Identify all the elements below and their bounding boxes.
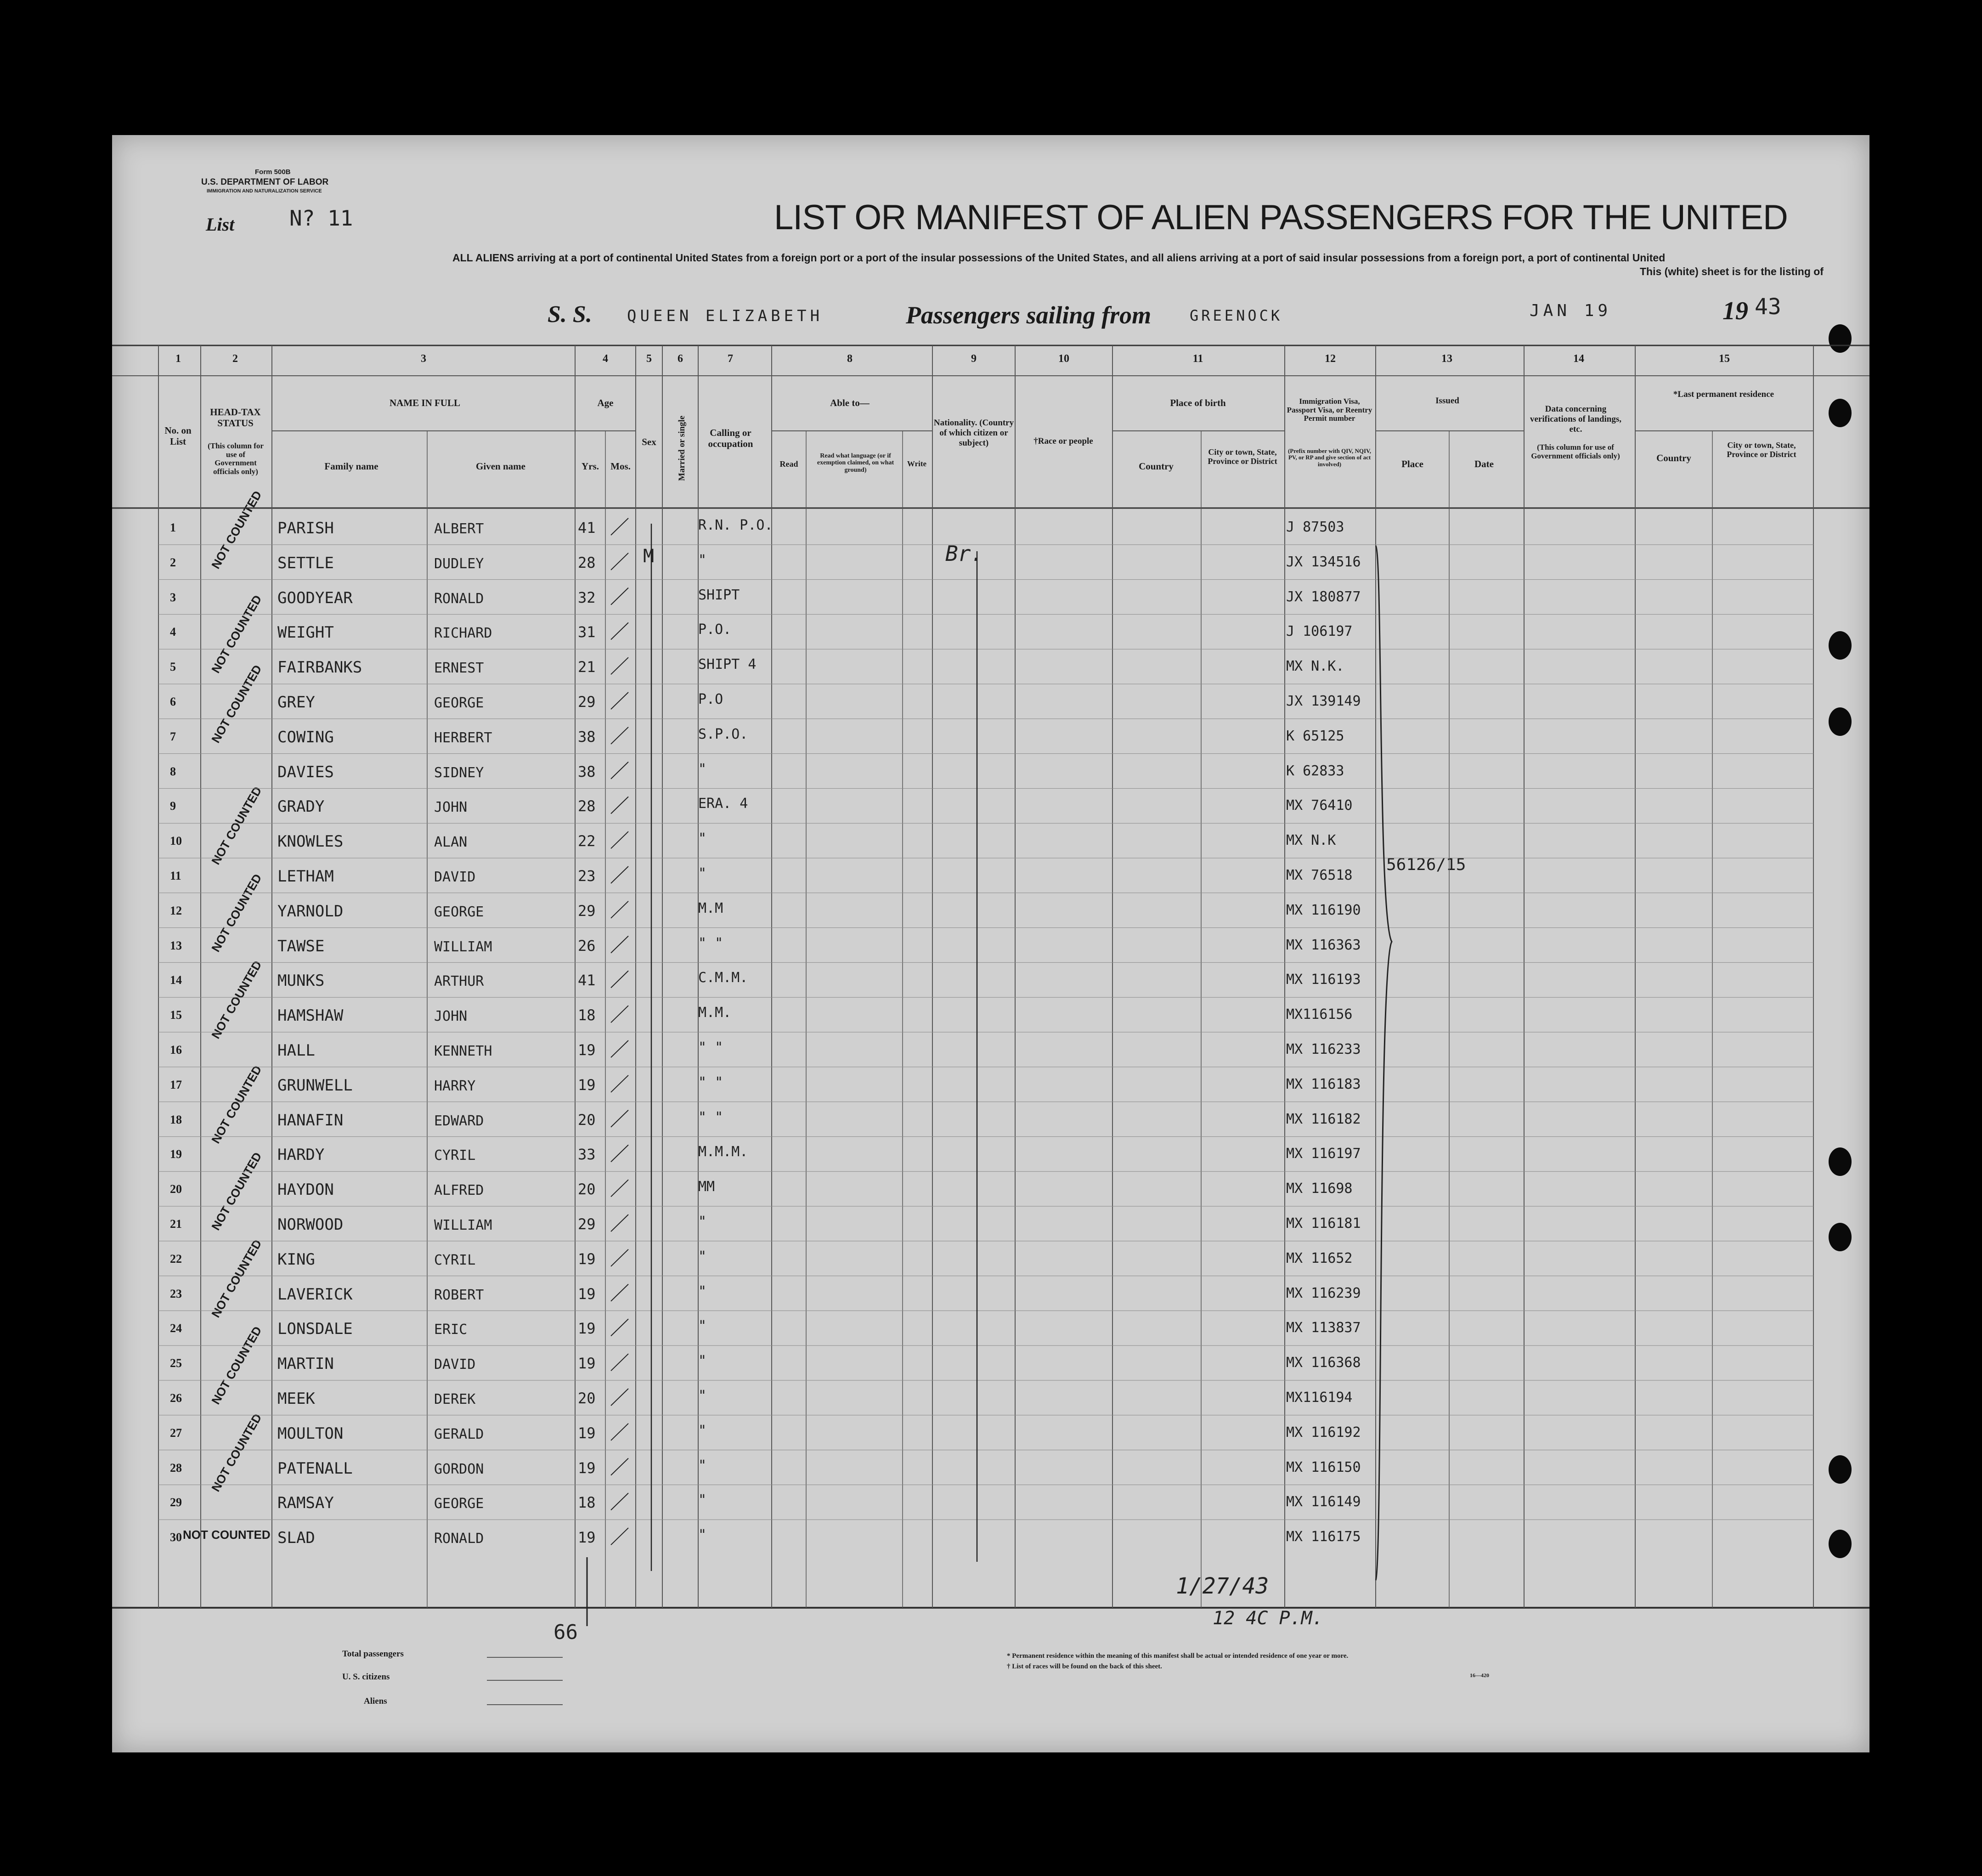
not-counted-stamp: NOT COUNTED (209, 662, 265, 746)
column-number: 12 (1325, 353, 1336, 365)
age-years: 29 (578, 1215, 596, 1233)
row-number: 8 (170, 764, 176, 778)
service-label: IMMIGRATION AND NATURALIZATION SERVICE (207, 188, 322, 194)
calling: " (698, 831, 707, 847)
column-number: 15 (1719, 353, 1730, 365)
rule-line (611, 588, 628, 605)
given-name: HERBERT (434, 729, 492, 746)
header-landing: Data concerning verifications of landings, etc. (1530, 404, 1621, 434)
header-able-to: Able to— (830, 397, 870, 408)
age-years: 20 (578, 1390, 596, 1407)
given-name: RONALD (434, 590, 484, 607)
visa-number: J 106197 (1286, 623, 1353, 640)
age-years: 29 (578, 902, 596, 920)
age-years: 19 (578, 1529, 596, 1547)
given-name: SIDNEY (434, 764, 484, 781)
age-years: 38 (578, 728, 596, 746)
header-write: Write (907, 459, 927, 468)
total-tally: 66 (553, 1621, 578, 1644)
column-number: 6 (678, 353, 683, 365)
row-number: 26 (170, 1391, 182, 1405)
given-name: ALFRED (434, 1182, 484, 1199)
given-name: ARTHUR (434, 973, 484, 990)
header-yrs: Yrs. (582, 461, 599, 472)
column-number: 11 (1192, 353, 1203, 365)
given-name: ERNEST (434, 660, 484, 677)
column-number: 10 (1058, 353, 1069, 365)
header-issued-date: Date (1474, 458, 1494, 469)
rule-line (611, 518, 628, 535)
row-number: 10 (170, 834, 182, 848)
family-name: MOULTON (277, 1424, 344, 1443)
age-years: 19 (578, 1355, 596, 1373)
visa-number: MX 116363 (1286, 937, 1361, 953)
family-name: PATENALL (277, 1459, 353, 1478)
not-counted-stamp: NOT COUNTED (209, 784, 265, 867)
ss-label: S. S. (548, 301, 592, 328)
rule-line (611, 1493, 628, 1510)
list-label: List (206, 214, 235, 235)
row-number: 27 (170, 1426, 182, 1440)
family-name: YARNOLD (277, 902, 344, 921)
family-name: GOODYEAR (277, 588, 353, 607)
calling: MM (698, 1179, 715, 1195)
rule-line (611, 553, 628, 570)
visa-number: MX 116239 (1286, 1285, 1361, 1301)
header-age: Age (597, 397, 614, 408)
given-name: GEORGE (434, 695, 484, 711)
calling: " (698, 1283, 707, 1300)
row-number: 4 (170, 625, 176, 639)
row-number: 18 (170, 1113, 182, 1126)
family-name: MUNKS (277, 972, 325, 990)
rule-line (611, 797, 628, 814)
brace-mark (1376, 546, 1392, 1580)
rule-line (611, 866, 628, 883)
calling: " (698, 1388, 707, 1404)
departure-port: GREENOCK (1190, 307, 1283, 324)
family-name: TAWSE (277, 937, 325, 955)
visa-number: MX 116175 (1286, 1529, 1361, 1545)
rule-line (611, 1528, 628, 1545)
rule-line (611, 1424, 628, 1441)
row-number: 23 (170, 1287, 182, 1300)
manifest-subtitle-2: This (white) sheet is for the listing of (1640, 266, 1824, 277)
family-name: KING (277, 1250, 315, 1269)
row-number: 19 (170, 1147, 182, 1161)
rule-line (611, 936, 628, 953)
column-number: 5 (646, 353, 652, 365)
column-number: 9 (971, 353, 977, 365)
sex-entry: M (643, 546, 655, 567)
given-name: KENNETH (434, 1043, 492, 1059)
calling: M.M.M. (698, 1144, 748, 1160)
not-counted-stamp: NOT COUNTED (209, 1411, 265, 1494)
age-years: 19 (578, 1285, 596, 1303)
year-suffix: 43 (1755, 294, 1781, 320)
row-number: 3 (170, 590, 176, 604)
form-number: Form 500B (255, 168, 291, 176)
given-name: DUDLEY (434, 555, 484, 572)
departure-date: JAN 19 (1530, 301, 1612, 320)
row-number: 2 (170, 555, 176, 569)
row-number: 1 (170, 521, 176, 534)
row-number: 11 (170, 869, 181, 882)
given-name: GEORGE (434, 1496, 484, 1512)
header-residence-country: Country (1656, 452, 1691, 463)
visa-number: MX 76518 (1286, 867, 1353, 883)
visa-number: K 65125 (1286, 728, 1344, 744)
not-counted-stamp: NOT COUNTED (209, 1062, 265, 1146)
family-name: HARDY (277, 1146, 325, 1164)
rule-line (611, 1180, 628, 1197)
calling: M.M. (698, 1005, 732, 1021)
calling: SHIPT (698, 587, 740, 603)
rule-line (611, 1284, 628, 1301)
row-number: 20 (170, 1182, 182, 1196)
rule-line (611, 971, 628, 988)
column-number: 13 (1441, 353, 1452, 365)
given-name: HARRY (434, 1078, 476, 1094)
row-number: 12 (170, 904, 182, 917)
visa-number: MX 116190 (1286, 902, 1361, 918)
footnote-residence: * Permanent residence within the meaning of this manifest shall be actual or intended residence of one year or more. (1007, 1652, 1349, 1660)
age-years: 41 (578, 519, 596, 537)
manifest-title: LIST OR MANIFEST OF ALIEN PASSENGERS FOR THE UNITED (774, 198, 1788, 237)
issued-note: 56126/15 (1386, 855, 1466, 874)
given-name: EDWARD (434, 1113, 484, 1129)
rule-line (611, 1040, 628, 1057)
column-number: 2 (232, 353, 238, 365)
visa-number: MX 116368 (1286, 1355, 1361, 1371)
visa-number: JX 139149 (1286, 693, 1361, 709)
not-counted-stamp: NOT COUNTED (209, 593, 265, 676)
age-years: 28 (578, 554, 596, 571)
given-name: ERIC (434, 1322, 468, 1338)
rule-line (611, 622, 628, 639)
visa-number: MX 11698 (1286, 1181, 1353, 1197)
row-number: 6 (170, 695, 176, 708)
header-birth-country: Country (1139, 461, 1174, 472)
column-number: 3 (421, 353, 426, 365)
visa-number: MX 116150 (1286, 1459, 1361, 1475)
rule-line (611, 727, 628, 744)
visa-number: MX 116197 (1286, 1146, 1361, 1162)
visa-number: JX 134516 (1286, 554, 1361, 570)
not-counted-stamp: NOT COUNTED (209, 871, 265, 955)
family-name: GRUNWELL (277, 1076, 353, 1095)
age-years: 18 (578, 1494, 596, 1512)
given-name: JOHN (434, 799, 468, 816)
header-residence-city: City or town, State, Province or District (1727, 441, 1796, 459)
family-name: WEIGHT (277, 623, 334, 642)
calling: " (698, 1527, 707, 1543)
header-birth-city: City or town, State, Province or District (1208, 447, 1277, 466)
given-name: GEORGE (434, 904, 484, 920)
age-years: 19 (578, 1459, 596, 1477)
header-name-in-full: NAME IN FULL (389, 397, 460, 408)
calling: M.M (698, 900, 723, 916)
given-name: ROBERT (434, 1287, 484, 1303)
calling: " " (698, 935, 723, 951)
row-number: 7 (170, 729, 176, 743)
family-name: KNOWLES (277, 832, 344, 851)
calling: P.O (698, 691, 723, 707)
header-visa: Immigration Visa, Passport Visa, or Reentry Permit number (1287, 397, 1372, 423)
not-counted-stamp: NOT COUNTED (209, 488, 265, 571)
header-given-name: Given name (476, 461, 525, 472)
row-number: 15 (170, 1008, 182, 1022)
family-name: LAVERICK (277, 1285, 353, 1304)
header-place-of-birth: Place of birth (1170, 397, 1226, 408)
rule-line (611, 1389, 628, 1406)
calling: ERA. 4 (698, 796, 748, 812)
row-number: 9 (170, 799, 176, 813)
calling: " (698, 1492, 707, 1509)
visa-number: MX N.K (1286, 832, 1336, 849)
row-number: 21 (170, 1217, 182, 1231)
visa-number: K 62833 (1286, 763, 1344, 779)
calling: " " (698, 1040, 723, 1056)
family-name: HANAFIN (277, 1111, 344, 1130)
row-number: 14 (170, 973, 182, 987)
visa-number: MX 116192 (1286, 1424, 1361, 1441)
visa-number: MX 116182 (1286, 1111, 1361, 1127)
header-issued-place: Place (1401, 458, 1423, 469)
header-read-language: Read what language (or if exemption claimed, on what ground) (817, 452, 894, 474)
header-head-tax: HEAD-TAX STATUS (210, 407, 261, 429)
age-years: 31 (578, 623, 596, 641)
family-name: HAYDON (277, 1181, 334, 1199)
visa-number: MX 11652 (1286, 1250, 1353, 1266)
age-years: 26 (578, 937, 596, 955)
header-head-tax-note: (This column for use of Government officials only) (208, 441, 264, 476)
visa-number: MX N.K. (1286, 658, 1344, 675)
age-years: 23 (578, 867, 596, 885)
rule-line (611, 831, 628, 848)
given-name: RICHARD (434, 625, 492, 642)
department-label: U.S. DEPARTMENT OF LABOR (201, 177, 329, 187)
calling: P.O. (698, 622, 732, 638)
age-years: 41 (578, 972, 596, 989)
family-name: FAIRBANKS (277, 658, 362, 677)
not-counted-stamp: NOT COUNTED (209, 1237, 265, 1320)
rule-line (611, 1110, 628, 1127)
given-name: CYRIL (434, 1147, 476, 1164)
rule-line (611, 1075, 628, 1092)
header-read: Read (779, 459, 798, 469)
visa-number: JX 180877 (1286, 588, 1361, 605)
row-number: 5 (170, 660, 176, 674)
family-name: GRADY (277, 797, 325, 816)
rule-line (611, 901, 628, 918)
age-years: 19 (578, 1041, 596, 1059)
time-note: 12 4C P.M. (1213, 1608, 1323, 1629)
given-name: RONALD (434, 1531, 484, 1547)
row-number: 17 (170, 1078, 182, 1091)
rule-line (611, 1145, 628, 1162)
visa-number: MX116156 (1286, 1006, 1353, 1023)
age-years: 33 (578, 1146, 596, 1164)
nationality-entry: Br. (945, 541, 984, 566)
manifest-subtitle-1: ALL ALIENS arriving at a port of continental United States from a foreign port or a port of the insular possessions of the United States, and all aliens arriving at a port of said insular possessions from a foreign port, a port of continental United (452, 252, 1666, 264)
family-name: SETTLE (277, 554, 334, 572)
not-counted-stamp: NOT COUNTED (209, 958, 265, 1041)
rule-line (611, 1354, 628, 1371)
header-last-residence: *Last permanent residence (1673, 390, 1774, 399)
given-name: ALBERT (434, 521, 484, 537)
not-counted-stamp: NOT COUNTED (183, 1528, 271, 1542)
age-years: 20 (578, 1181, 596, 1198)
family-name: RAMSAY (277, 1494, 334, 1513)
header-family-name: Family name (324, 461, 378, 472)
visa-number: MX116194 (1286, 1390, 1353, 1406)
calling: " (698, 1214, 707, 1230)
column-number: 14 (1573, 353, 1584, 365)
row-number: 24 (170, 1322, 182, 1335)
age-years: 29 (578, 693, 596, 711)
column-number: 7 (728, 353, 733, 365)
calling: " (698, 1353, 707, 1369)
family-name: MARTIN (277, 1355, 334, 1373)
age-years: 20 (578, 1111, 596, 1129)
age-years: 32 (578, 588, 596, 606)
calling: C.M.M. (698, 970, 748, 986)
visa-number: MX 76410 (1286, 797, 1353, 814)
age-years: 19 (578, 1076, 596, 1094)
family-name: HALL (277, 1041, 315, 1060)
age-years: 18 (578, 1006, 596, 1024)
list-number: N? 11 (289, 206, 353, 231)
visa-number: MX 116183 (1286, 1076, 1361, 1092)
rule-line (611, 1215, 628, 1232)
row-number: 29 (170, 1496, 182, 1509)
age-years: 38 (578, 763, 596, 780)
header-calling: Calling or occupation (708, 427, 753, 450)
visa-number: J 87503 (1286, 519, 1344, 535)
family-name: COWING (277, 728, 334, 746)
calling: " " (698, 1109, 723, 1125)
rule-line (611, 1249, 628, 1266)
visa-number: MX 116233 (1286, 1041, 1361, 1057)
year-prefix: 19 (1722, 297, 1748, 325)
visa-number: MX 116149 (1286, 1494, 1361, 1510)
footnote-races: † List of races will be found on the back of this sheet. (1007, 1663, 1162, 1670)
header-married: Married or single (677, 415, 687, 481)
ship-name: QUEEN ELIZABETH (627, 307, 824, 325)
header-mos: Mos. (610, 461, 631, 472)
family-name: HAMSHAW (277, 1006, 344, 1025)
calling: " (698, 865, 707, 881)
rule-line (611, 692, 628, 709)
family-name: PARISH (277, 519, 334, 537)
row-number: 16 (170, 1043, 182, 1057)
given-name: DAVID (434, 869, 476, 885)
family-name: LETHAM (277, 867, 334, 886)
rule-line (611, 1458, 628, 1475)
header-race: †Race or people (1033, 436, 1093, 446)
given-name: CYRIL (434, 1252, 476, 1268)
calling: " (698, 1422, 707, 1439)
header-no-on-list: No. on List (164, 425, 192, 447)
rule-line (611, 762, 628, 779)
sailing-from-label: Passengers sailing from (906, 301, 1152, 329)
column-number: 8 (847, 353, 853, 365)
given-name: WILLIAM (434, 938, 492, 955)
calling: R.N. P.O. (698, 517, 773, 533)
given-name: DEREK (434, 1391, 476, 1407)
age-years: 19 (578, 1320, 596, 1338)
column-number: 4 (603, 353, 608, 365)
calling: " (698, 1248, 707, 1265)
calling: " (698, 552, 707, 568)
header-visa-note: (Prefix number with QIV, NQIV, PV, or RP and give section of act involved) (1287, 447, 1372, 468)
header-issued: Issued (1435, 396, 1459, 406)
print-code: 16—420 (1470, 1672, 1489, 1678)
not-counted-stamp: NOT COUNTED (209, 1324, 265, 1407)
rule-line (611, 657, 628, 674)
visa-number: MX 113837 (1286, 1320, 1361, 1336)
aliens-label: Aliens (364, 1696, 387, 1706)
rule-line (611, 1319, 628, 1336)
family-name: DAVIES (277, 763, 334, 781)
given-name: JOHN (434, 1008, 468, 1025)
calling: S.P.O. (698, 726, 748, 742)
us-citizens-label: U. S. citizens (342, 1672, 390, 1682)
total-passengers-label: Total passengers (342, 1649, 404, 1659)
given-name: DAVID (434, 1356, 476, 1373)
given-name: GORDON (434, 1461, 484, 1477)
signature-date: 1/27/43 (1176, 1573, 1269, 1599)
row-number: 22 (170, 1252, 182, 1266)
column-number: 1 (175, 353, 181, 365)
age-years: 19 (578, 1424, 596, 1442)
age-years: 19 (578, 1250, 596, 1268)
row-number: 28 (170, 1461, 182, 1475)
age-years: 21 (578, 658, 596, 676)
age-years: 22 (578, 832, 596, 850)
visa-number: MX 116193 (1286, 972, 1361, 988)
family-name: LONSDALE (277, 1320, 353, 1339)
row-number: 25 (170, 1356, 182, 1370)
given-name: WILLIAM (434, 1217, 492, 1233)
family-name: MEEK (277, 1390, 315, 1408)
given-name: GERALD (434, 1426, 484, 1442)
rule-line (611, 1006, 628, 1023)
family-name: NORWOOD (277, 1215, 344, 1234)
header-nationality: Nationality. (Country of which citizen or subject) (933, 418, 1014, 448)
calling: " (698, 761, 707, 777)
family-name: SLAD (277, 1529, 315, 1548)
calling: " (698, 1457, 707, 1474)
header-landing-note: (This column for use of Government officials only) (1531, 443, 1620, 460)
row-number: 30 (170, 1531, 182, 1544)
row-number: 13 (170, 938, 182, 952)
header-sex: Sex (642, 436, 656, 447)
visa-number: MX 116181 (1286, 1215, 1361, 1232)
age-years: 28 (578, 797, 596, 815)
calling: " (698, 1318, 707, 1334)
family-name: GREY (277, 693, 315, 712)
given-name: ALAN (434, 834, 468, 851)
not-counted-stamp: NOT COUNTED (209, 1150, 265, 1233)
calling: SHIPT 4 (698, 656, 757, 673)
calling: " " (698, 1074, 723, 1091)
